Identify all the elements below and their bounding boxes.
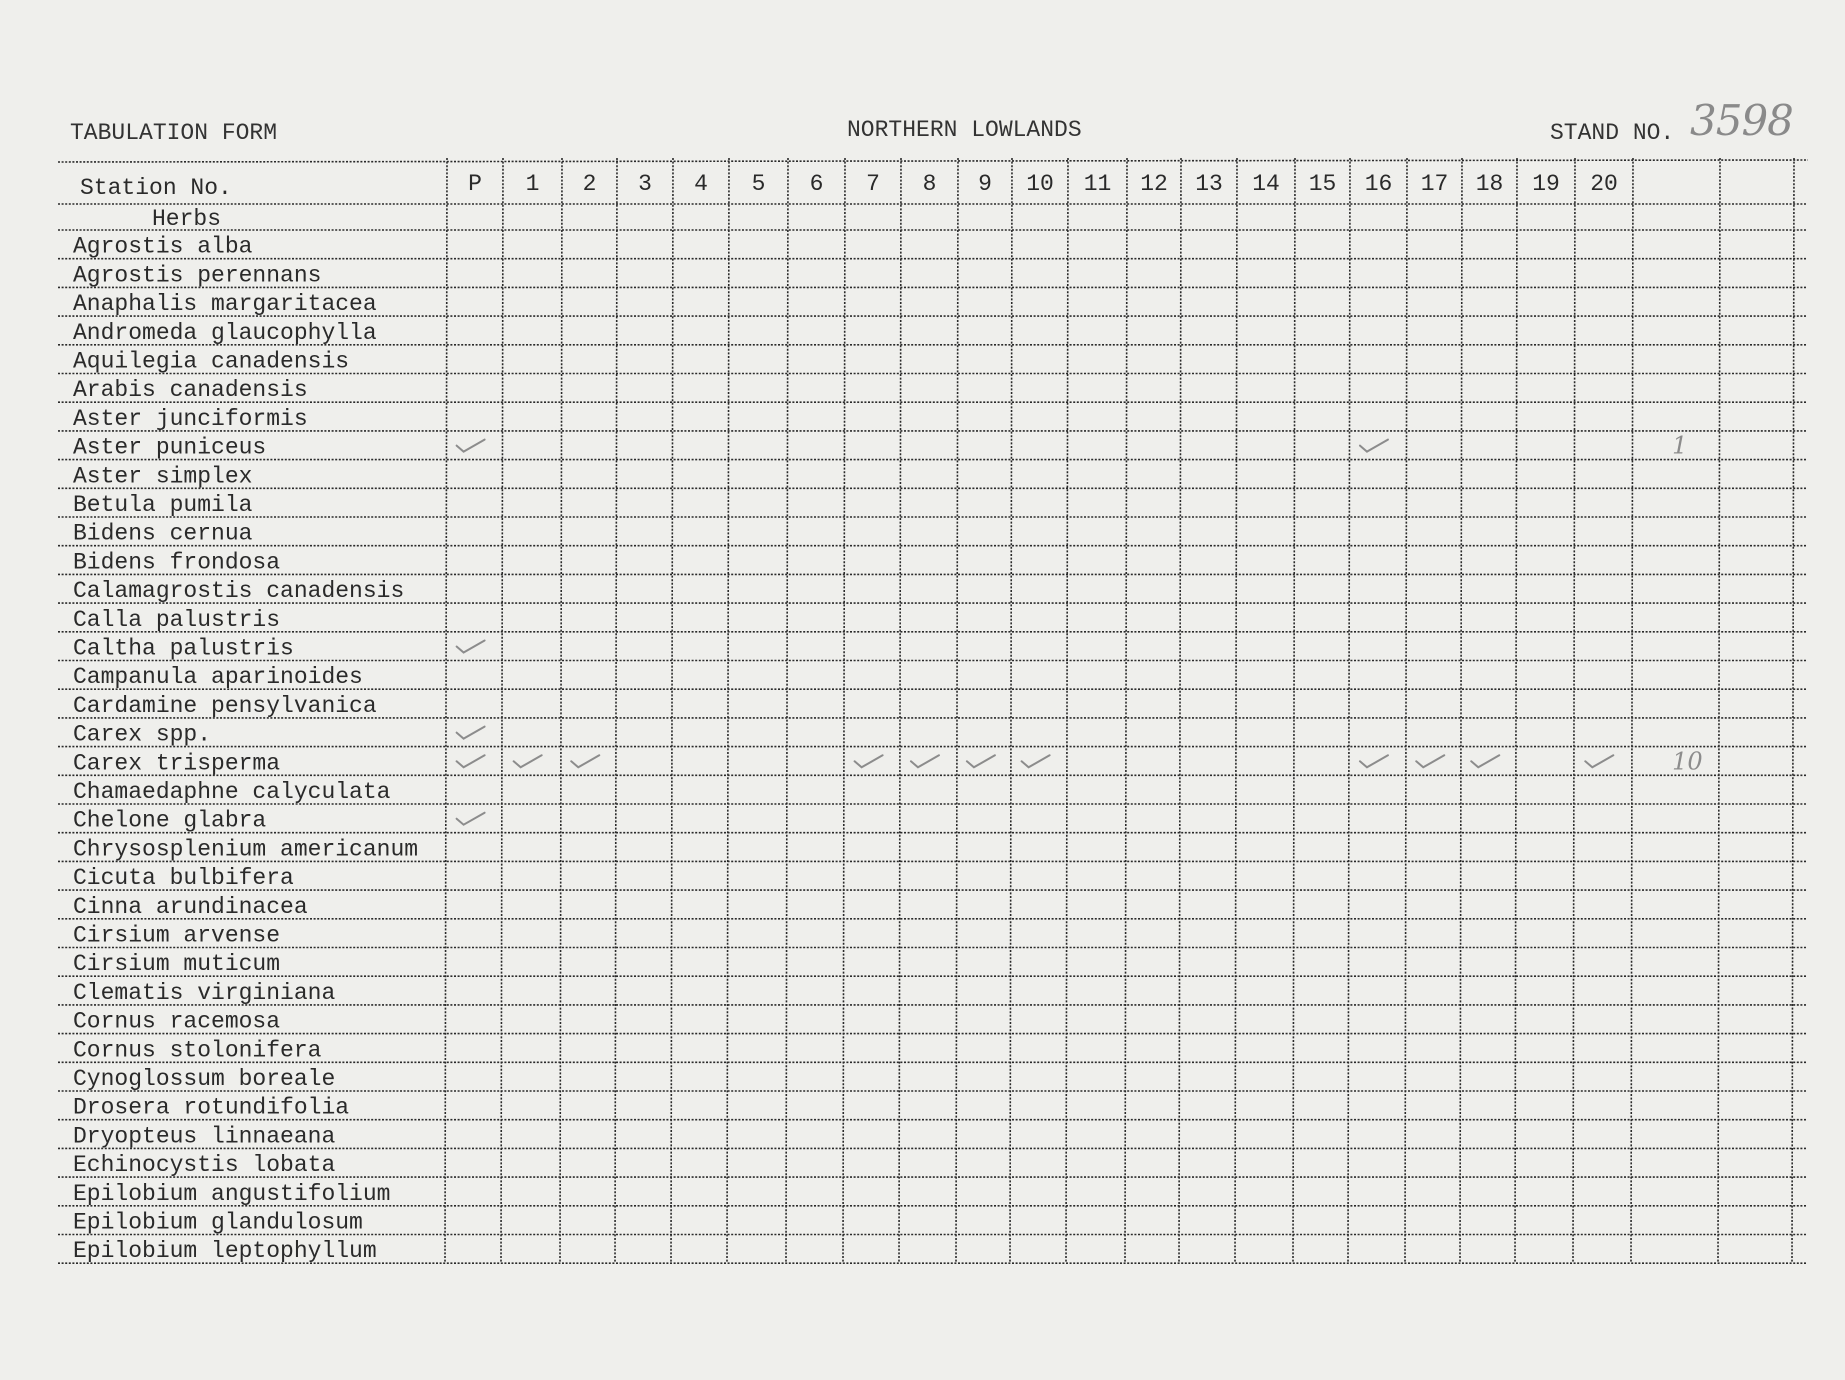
grid-column-rule [1348,158,1350,1263]
station-column-header: 10 [1026,171,1054,197]
species-name: Epilobium angustifolium [73,1180,391,1207]
station-column-header: 16 [1364,171,1393,197]
station-column-header: 11 [1083,171,1112,197]
station-column-header: 1 [525,171,540,197]
species-name: Echinocystis lobata [73,1152,336,1179]
species-name: Chelone glabra [73,807,267,834]
species-name: Cicuta bulbifera [73,865,294,892]
station-column-header: 18 [1475,171,1504,197]
species-name: Drosera rotundifolia [73,1094,350,1121]
check-mark [457,727,485,739]
check-mark [1022,755,1050,767]
station-column-header: 5 [751,171,766,197]
station-column-header: 6 [809,171,824,197]
species-name: Cirsium arvense [73,922,281,949]
grid-column-rule [1573,158,1575,1263]
species-name: Aster junciformis [73,405,308,432]
station-column-header: 4 [694,171,708,197]
grid-column-rule [501,158,503,1263]
grid-column-rule [445,158,447,1263]
species-name: Aquilegia canadensis [73,348,350,375]
species-name: Calla palustris [73,606,281,633]
species-name: Andromeda glaucophylla [73,319,377,346]
grid-column-rule [899,158,901,1263]
check-mark [457,641,485,653]
grid-column-rule [1235,158,1237,1263]
species-name: Carex spp. [73,721,212,748]
check-mark [967,755,995,767]
grid-column-rule [956,158,958,1263]
species-name: Chrysosplenium americanum [73,836,419,863]
handwritten-count: 10 [1672,747,1703,776]
species-name: Caltha palustris [73,635,294,662]
species-name: Epilobium leptophyllum [73,1238,377,1265]
grid-column-rule [786,158,788,1263]
form-title: TABULATION FORM [70,120,278,146]
station-column-header: 17 [1420,171,1449,197]
station-column-header: 3 [638,171,652,197]
stand-number-handwritten: 3598 [1690,96,1793,145]
species-name: Cornus stolonifera [73,1037,322,1064]
grid-column-rule [560,158,562,1263]
stand-number-label: STAND NO. [1550,120,1675,146]
check-mark [1416,755,1444,767]
species-name: Arabis canadensis [73,377,308,404]
check-mark [1360,755,1388,767]
species-name: Carex trisperma [73,750,281,777]
species-name: Aster puniceus [73,434,267,461]
species-name: Aster simplex [73,463,253,490]
station-column-header: 15 [1308,171,1337,197]
check-mark [457,440,485,452]
grid-column-rule [843,158,845,1263]
species-name: Cardamine pensylvanica [73,692,377,719]
grid-column-rule [1631,158,1633,1263]
check-mark [457,813,485,825]
station-column-header: 20 [1590,171,1618,197]
species-name: Bidens cernua [73,520,253,547]
check-mark [1471,755,1499,767]
station-column-header: 8 [922,171,937,197]
grid-column-rule [671,158,673,1263]
station-column-header: 19 [1532,171,1560,197]
species-name: Bidens frondosa [73,549,281,576]
species-name: Campanula aparinoides [73,664,363,691]
grid-column-rule [1125,158,1127,1263]
grid-column-rule [615,158,617,1263]
check-mark [855,755,883,767]
species-name: Cinna arundinacea [73,893,308,920]
grid-column-rule [1293,158,1295,1263]
species-name: Betula pumila [73,492,253,518]
station-column-header: 2 [582,171,597,197]
grid-column-rule [1405,158,1407,1263]
grid-column-rule [1179,158,1181,1263]
grid-top-rule [58,160,1808,162]
species-name: Cornus racemosa [73,1008,281,1035]
station-column-header: P [468,171,482,197]
station-column-header: 13 [1195,171,1223,197]
check-mark [1585,755,1613,767]
species-name: Dryopteus linnaeana [73,1123,336,1150]
station-column-header: 14 [1252,171,1280,197]
region-title: NORTHERN LOWLANDS [847,117,1082,143]
species-name: Agrostis perennans [73,262,322,289]
species-name: Clematis virginiana [73,979,336,1006]
grid-column-rule [1066,158,1068,1263]
check-mark [911,755,939,767]
grid-column-rule [1718,158,1720,1263]
check-mark [1360,440,1388,452]
grid-column-rule [727,158,729,1263]
grid-column-rule [1792,158,1794,1263]
species-name: Anaphalis margaritacea [73,291,377,318]
species-name: Agrostis alba [73,233,253,260]
grid-column-rule [1460,158,1462,1263]
species-name: Cirsium muticum [73,951,281,978]
species-name: Calamagrostis canadensis [73,578,405,605]
species-name: Chamaedaphne calyculata [73,779,391,805]
check-mark [571,755,599,767]
handwritten-count: 1 [1672,431,1688,460]
species-name: Cynoglossum boreale [73,1066,336,1092]
station-number-label: Station No. [80,175,232,201]
check-mark [514,755,542,767]
grid-column-rule [1010,158,1012,1263]
station-column-header: 7 [866,171,880,197]
grid-column-rule [1515,158,1517,1263]
station-column-header: 12 [1140,171,1168,197]
station-column-header: 9 [978,171,992,197]
check-mark [457,755,485,767]
herbs-section-label: Herbs [152,206,222,232]
species-name: Epilobium glandulosum [73,1209,363,1236]
